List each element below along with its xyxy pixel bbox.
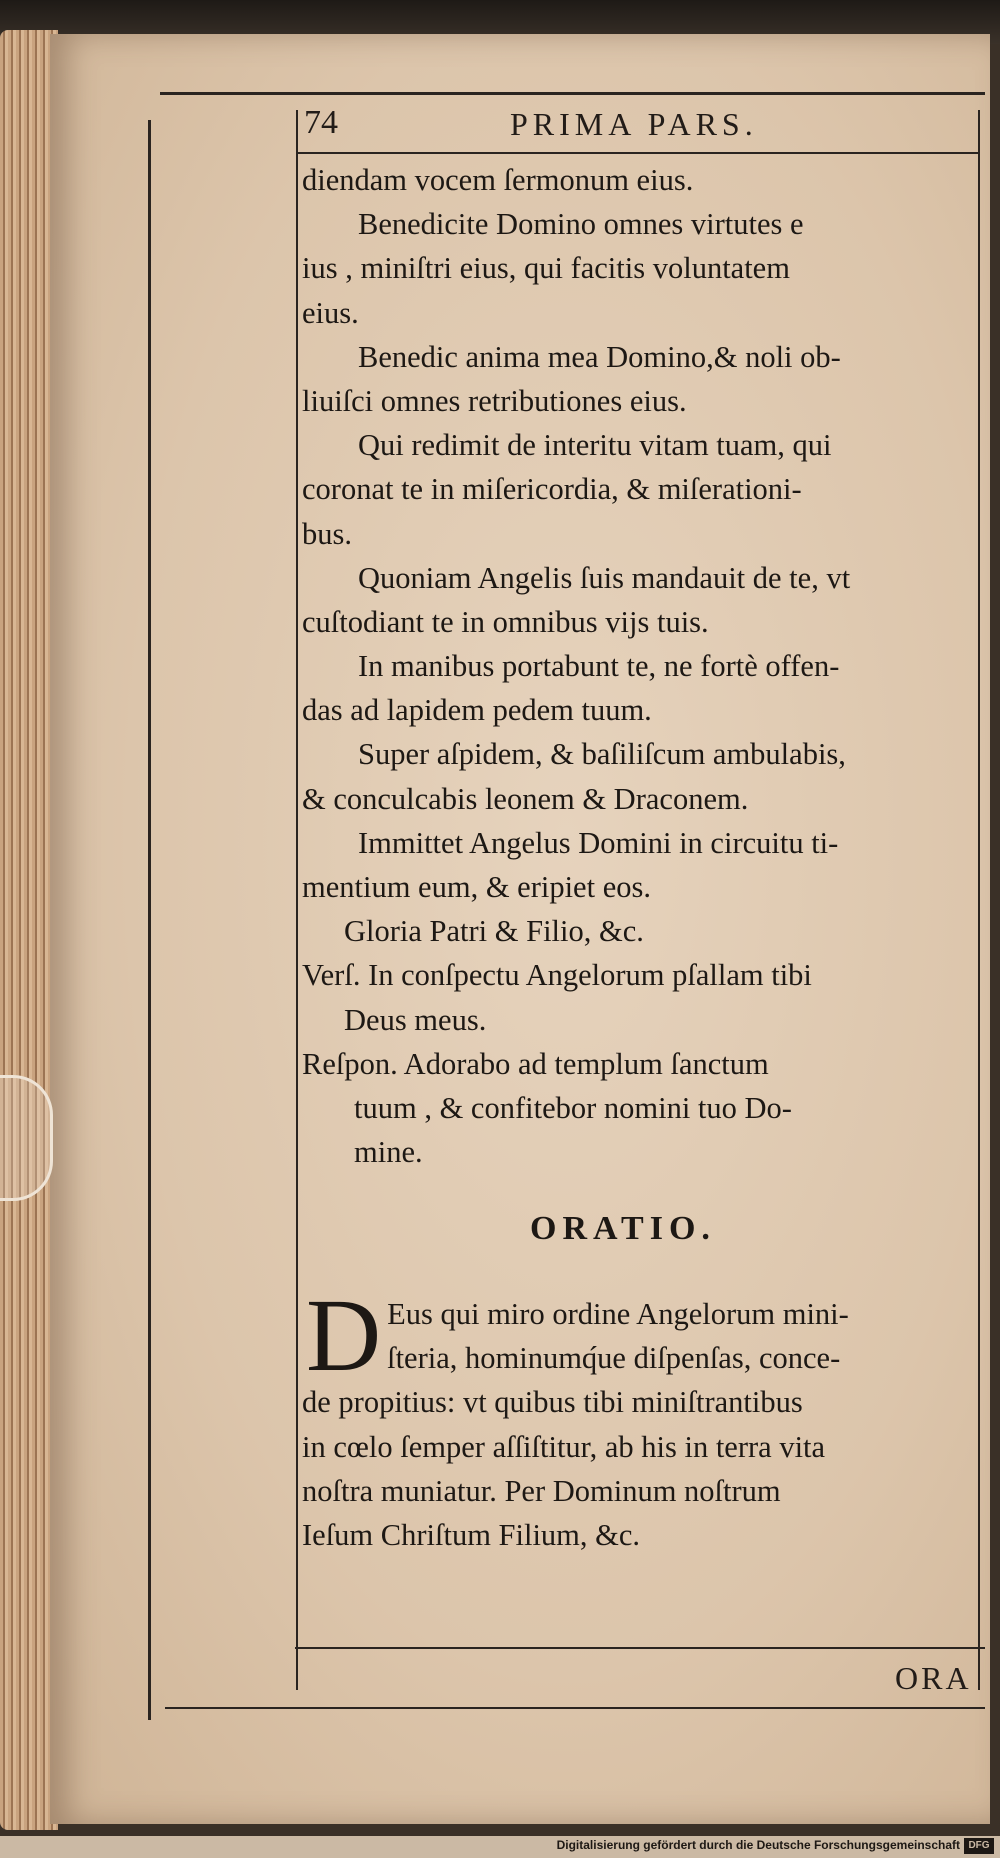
text-frame-left bbox=[296, 110, 298, 1690]
drop-cap: D bbox=[306, 1278, 382, 1393]
oratio-line: Ieſum Chriſtum Filium, &c. bbox=[302, 1517, 641, 1552]
oratio-heading: ORATIO. bbox=[530, 1210, 716, 1247]
text-line: Benedic anima mea Domino,& noli ob- bbox=[358, 339, 841, 374]
text-line: Benedicite Domino omnes virtutes e bbox=[358, 207, 804, 242]
text-line: & conculcabis leonem & Draconem. bbox=[302, 781, 749, 816]
text-line: diendam vocem ſermonum eius. bbox=[302, 163, 694, 197]
text-line: mentium eum, & eripiet eos. bbox=[302, 870, 651, 904]
oratio-line: in cœlo ſemper aſſiſtitur, ab his in terra vita bbox=[302, 1429, 826, 1464]
text-frame-bottom bbox=[295, 1647, 985, 1649]
text-line: liuiſci omnes retributiones eius. bbox=[302, 383, 687, 418]
bottom-border-rule bbox=[165, 1707, 985, 1709]
text-line: Immittet Angelus Domini in circuitu ti- bbox=[358, 825, 839, 860]
text-line: ius , miniſtri eius, qui facitis voluntatem bbox=[302, 251, 790, 286]
text-line: tuum , & confitebor nomini tuo Do- bbox=[354, 1090, 792, 1125]
text-line: coronat te in miſericordia, & miſerationi- bbox=[302, 472, 802, 507]
header-rule bbox=[298, 152, 978, 154]
text-line: Verſ. In conſpectu Angelorum pſallam tibi bbox=[302, 958, 812, 993]
running-head: PRIMA PARS. bbox=[510, 106, 758, 142]
outer-margin-line bbox=[148, 120, 151, 1720]
page-tab-marker bbox=[0, 1075, 53, 1201]
text-line: In manibus portabunt te, ne fortè offen- bbox=[358, 649, 840, 684]
text-frame-right bbox=[978, 110, 980, 1690]
text-line: Reſpon. Adorabo ad templum ſanctum bbox=[302, 1046, 769, 1081]
text-line: eius. bbox=[302, 295, 359, 330]
text-line: Quoniam Angelis ſuis mandauit de te, vt bbox=[358, 560, 851, 595]
text-line: Gloria Patri & Filio, &c. bbox=[344, 914, 644, 949]
page-header bbox=[300, 104, 960, 150]
psalm-text bbox=[302, 158, 974, 1174]
oratio-line: de propitius: vt quibus tibi miniſtrantibus bbox=[302, 1385, 803, 1420]
oratio-line: ſteria, hominumq́ue diſpenſas, conce- bbox=[387, 1341, 841, 1376]
page-number: 74 bbox=[304, 104, 338, 141]
oratio-line: Eus qui miro ordine Angelorum mini- bbox=[387, 1297, 849, 1331]
oratio-text bbox=[302, 1278, 974, 1557]
text-line: Super aſpidem, & baſiliſcum ambulabis, bbox=[358, 737, 846, 772]
text-line: Qui redimit de interitu vitam tuam, qui bbox=[358, 428, 832, 463]
oratio-line: noſtra muniatur. Per Dominum noſtrum bbox=[302, 1473, 781, 1508]
text-line: Deus meus. bbox=[344, 1002, 487, 1037]
text-line: cuſtodiant te in omnibus vijs tuis. bbox=[302, 604, 709, 639]
text-line: mine. bbox=[354, 1135, 423, 1170]
text-line: das ad lapidem pedem tuum. bbox=[302, 693, 652, 728]
text-line: bus. bbox=[302, 516, 352, 551]
catchword: ORA bbox=[895, 1660, 972, 1696]
top-border-rule bbox=[160, 92, 985, 95]
dfg-logo: DFG bbox=[964, 1838, 994, 1854]
digitization-credit: Digitalisierung gefördert durch die Deutsche Forschungsgemeinschaft bbox=[556, 1838, 960, 1852]
